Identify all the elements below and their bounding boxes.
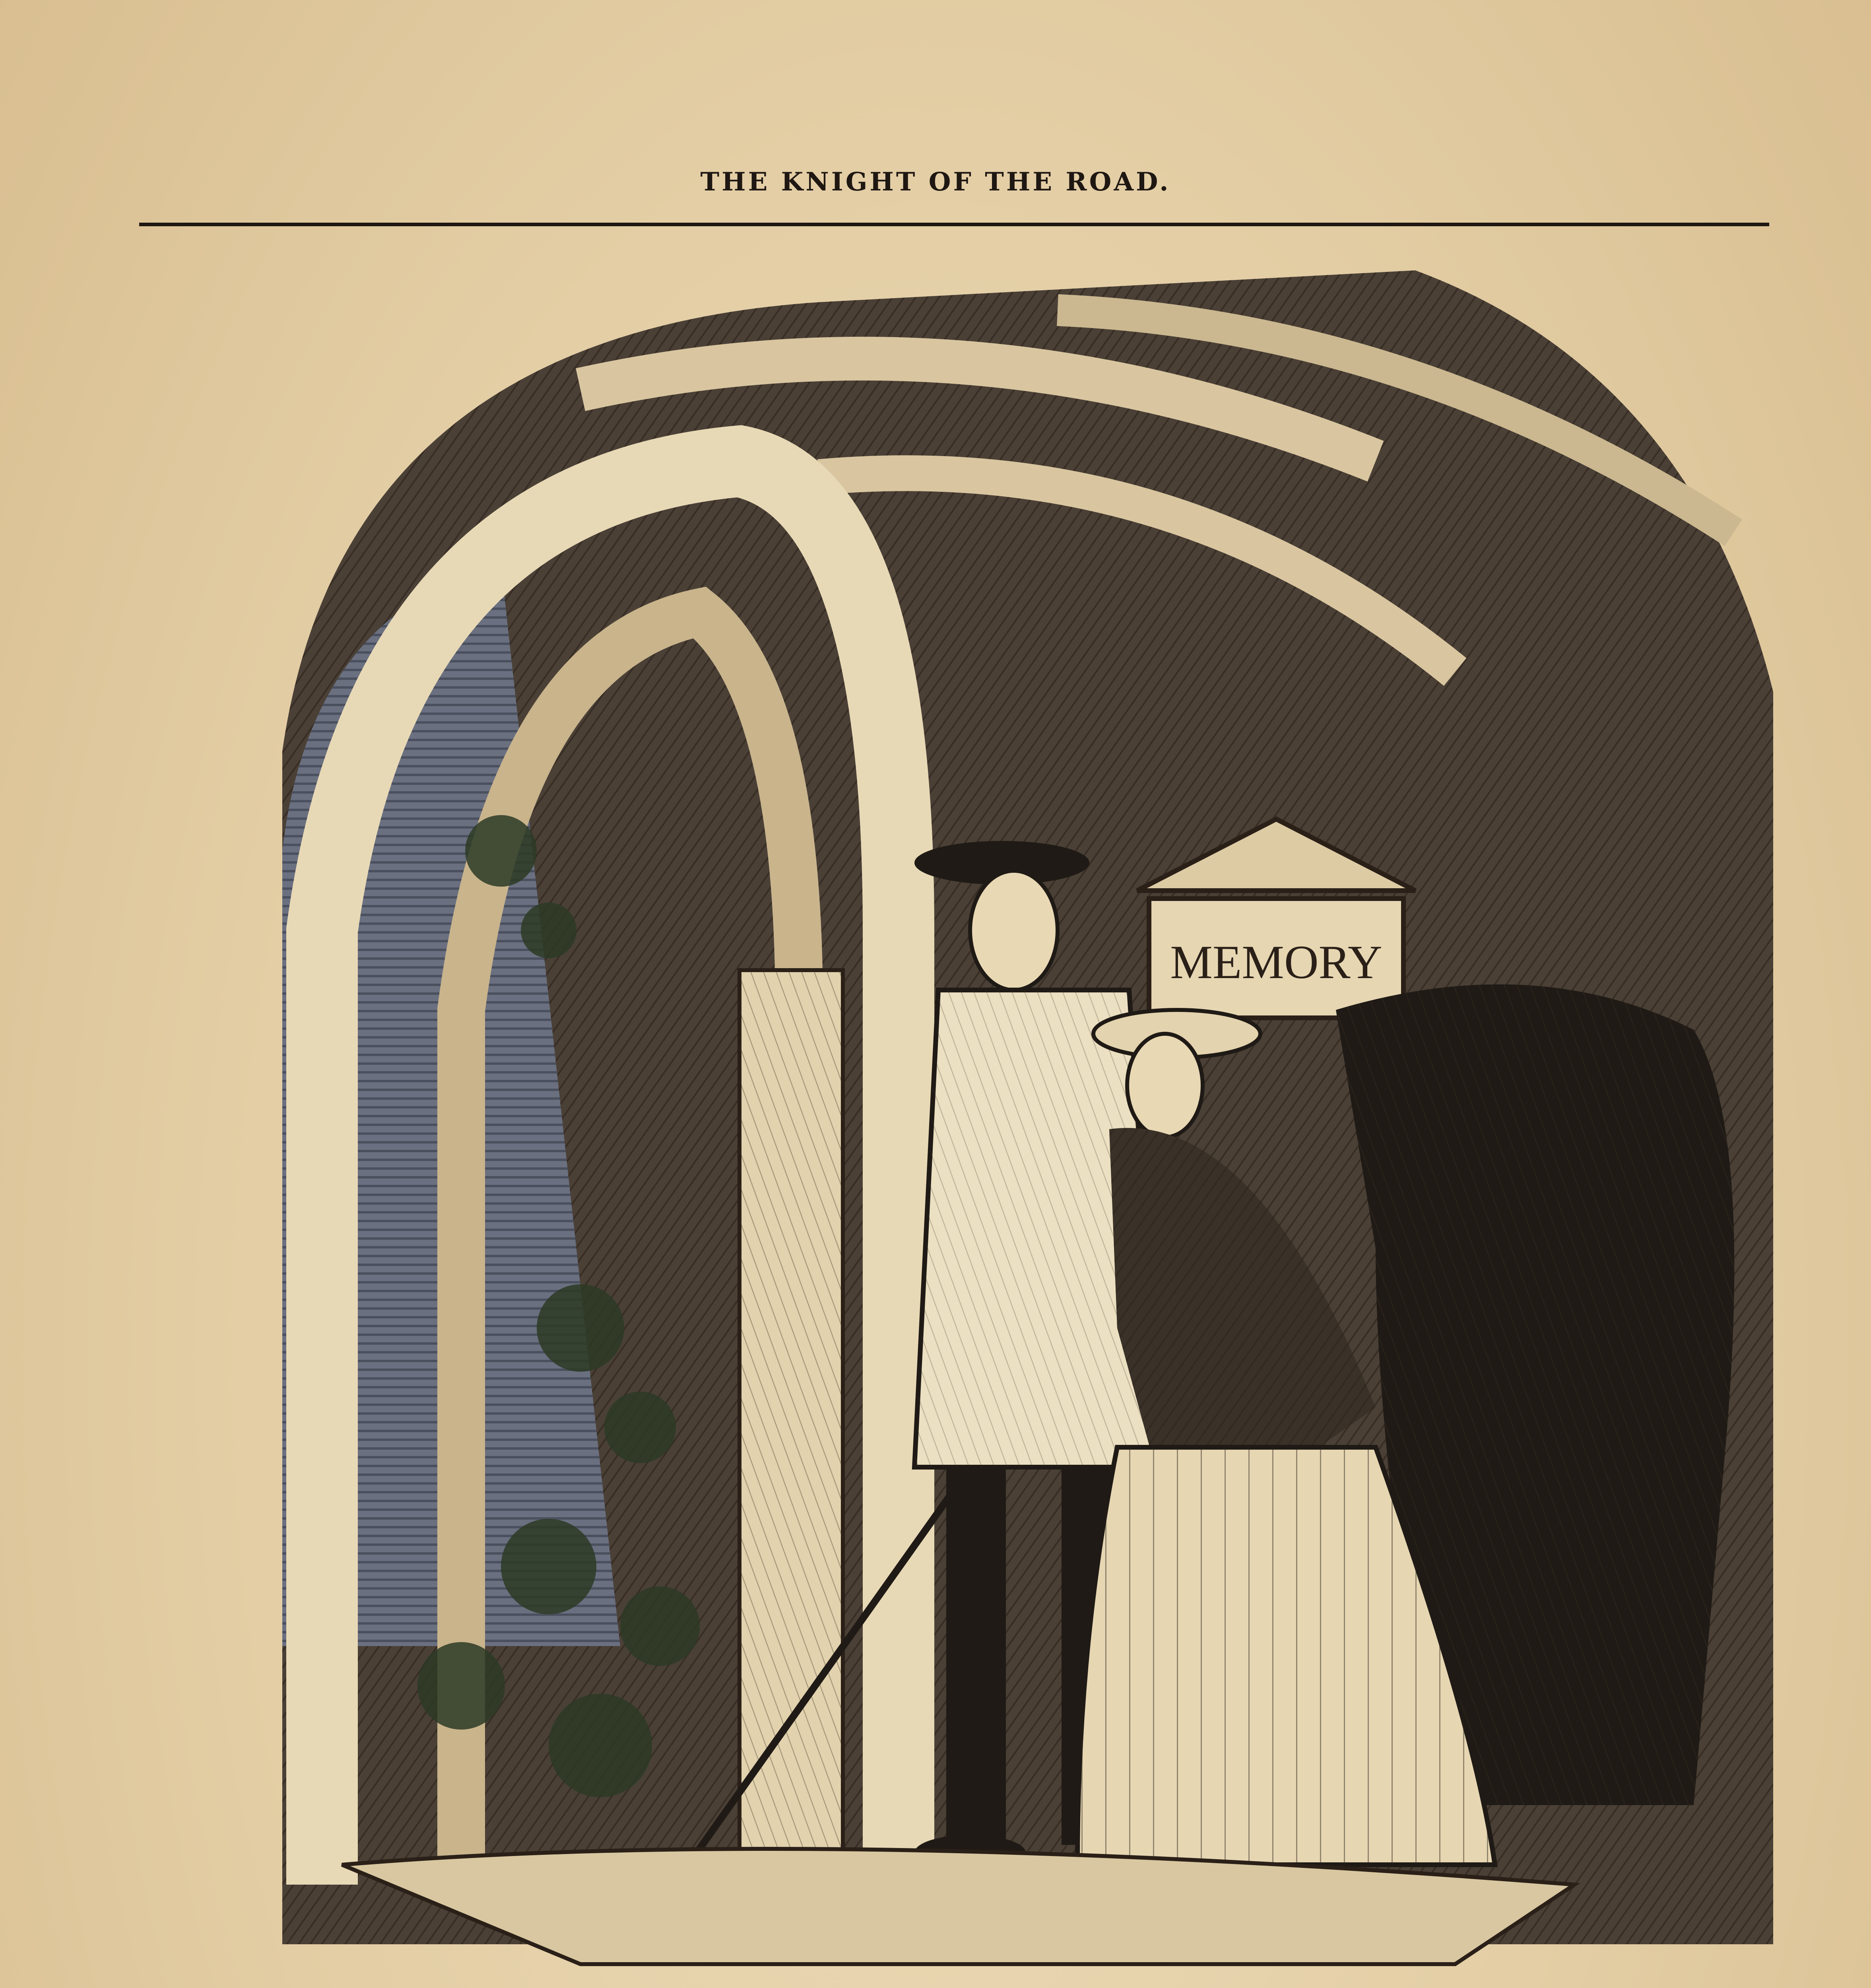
engraving-svg [223,254,1789,1988]
running-title: THE KNIGHT OF THE ROAD. [700,167,1171,197]
engraving-illustration [223,254,1789,1988]
tablet-inscription: MEMORY [1170,936,1382,988]
header-rule [139,223,1769,226]
